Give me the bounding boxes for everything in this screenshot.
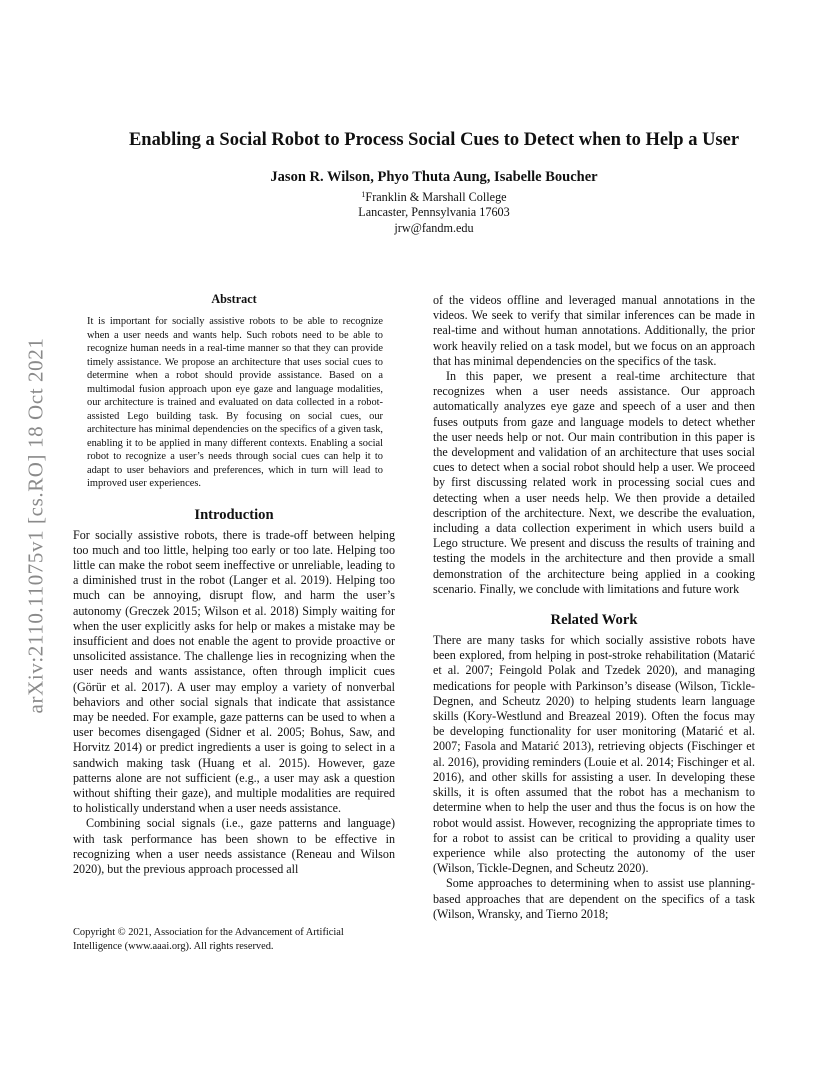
abstract-text: It is important for socially assistive robots to be able to recognize when a user needs and wants help. Such robots need to be able to recognize human needs in a real-time manner so that they can provide timely assistance. We propose an architecture that uses social cues to determine when a robot should provide assistance. Based on a multimodal fusion approach upon eye gaze and language modalities, our architecture is trained and evaluated on data collected in a robot-assisted Lego building task. By focusing on social cues, our architecture has minimal dependencies on the specifics of a given task, enabling it to be applied in many different contexts. Enabling a social robot to recognize a user’s needs through social cues can help it to adapt to user behaviors and preferences, which in turn will lead to improved user experiences. [87, 316, 383, 489]
introduction-paragraph-1: For socially assistive robots, there is trade-off between helping too much and too little, helping too early or too late. Helping too little can make the robot seem ineffective or unreliable, leading to a diminished trust in the robot (Langer et al. 2019). Helping too much can be annoying, disrupt flow, and harm the user’s autonomy (Greczek 2015; Wilson et al. 2018) Simply waiting for when the user explicitly asks for help or makes a mistake may be insufficient and does not enable the agent to provide proactive or unsolicited assistance. The challenge lies in recognizing when the user needs and wants assistance, often through implicit cues (Görür et al. 2017). A user may employ a variety of nonverbal behaviors and other social signals that indicate that assistance may be needed. For example, gaze patterns can be used to when a user becomes disengaged (Sidner et al. 2005; Bohus, Saw, and Horvitz 2014) or predict ingredients a user is going to select in a sandwich making task (Huang et al. 2015). However, gaze patterns alone are not sufficient (e.g., a user may ask a question without shifting their gaze), and multiple modalities are required to holistically understand when a user needs assistance. [73, 527, 395, 816]
introduction-heading: Introduction [194, 506, 274, 523]
left-column [73, 292, 395, 877]
author-list: Jason R. Wilson, Phyo Thuta Aung, Isabelle Boucher [270, 169, 598, 185]
related-work-paragraph-1: There are many tasks for which socially assistive robots have been explored, from helping in post-stroke rehabilitation (Matarić et al. 2007; Feingold Polak and Tzedek 2020), and managing medications for people with Parkinson’s disease (Wilson, Tickle-Degnen, and Scheutz 2020) to helping students learn language skills (Kory-Westlund and Breazeal 2019). Often the focus may be developing functionality for user monitoring (Matarić et al. 2007; Fasola and Matarić 2013), retrieving objects (Fischinger et al. 2016), providing reminders (Louie et al. 2014; Fischinger et al. 2016), and other skills for assisting a user. In developing these skills, it is often assumed that the robot has a mechanism to determine when to help the user and thus the focus is on how the robot would assist. However, recognizing the appropriate times to for a robot to assist can be critical to providing a quality user experience while also protecting the autonomy of the user (Wilson, Tickle-Degnen, and Scheutz 2020). [433, 633, 755, 876]
abstract-heading: Abstract [211, 292, 257, 306]
introduction-paragraph-3: of the videos offline and leveraged manual annotations in the videos. We seek to verify that similar inferences can be made in real-time and without human annotations. Additionally, the prior work heavily relied on a task model, but we focus on an approach that has minimal dependencies on the specifics of the task. [433, 293, 755, 368]
affiliation-marker: 1 [361, 190, 366, 199]
arxiv-identifier-stamp [12, 290, 60, 760]
arxiv-stamp-text: arXiv:2110.11075v1 [cs.RO] 18 Oct 2021 [23, 337, 48, 713]
right-column [433, 293, 755, 922]
affiliation-block [70, 190, 798, 236]
related-work-paragraph-2: Some approaches to determining when to assist use planning-based approaches that are dependent on the specifics of a task (Wilson, Wransky, and Tierno 2018; [433, 876, 755, 921]
affiliation-address: Lancaster, Pennsylvania 17603 [358, 205, 510, 220]
affiliation-institution [70, 190, 798, 205]
introduction-paragraph-4: In this paper, we present a real-time architecture that recognizes when a user needs assistance. Our approach automatically analyzes eye gaze and speech of a user and then fuses outputs from gaze and language models to detect whether the user needs help or not. Our main contribution in this paper is the development and validation of an architecture that uses social cues to detect when a social robot should help a user. We proceed by first discussing related work in processing social cues and detecting when a user needs help. We then provide a detailed description of the architecture. Next, we describe the evaluation, including a data collection experiment in which users build a Lego structure. We present and discuss the results of training and testing the models in the architecture and then provide a small demonstration of the architecture being applied in a cooking scenario. Finally, we conclude with limitations and future work [433, 369, 755, 596]
introduction-paragraph-2: Combining social signals (i.e., gaze patterns and language) with task performance has been shown to be effective in recognizing when a user needs assistance (Reneau and Wilson 2020), but the previous approach processed all [73, 816, 395, 876]
related-work-heading: Related Work [550, 612, 638, 629]
paper-title: Enabling a Social Robot to Process Social Cues to Detect when to Help a User [128, 130, 740, 150]
institution-name: Franklin & Marshall College [365, 190, 507, 204]
affiliation-email: jrw@fandm.edu [394, 220, 474, 235]
copyright-footnote: Copyright © 2021, Association for the Advancement of Artificial Intelligence (www.aaai.org). All rights reserved. [73, 927, 344, 952]
